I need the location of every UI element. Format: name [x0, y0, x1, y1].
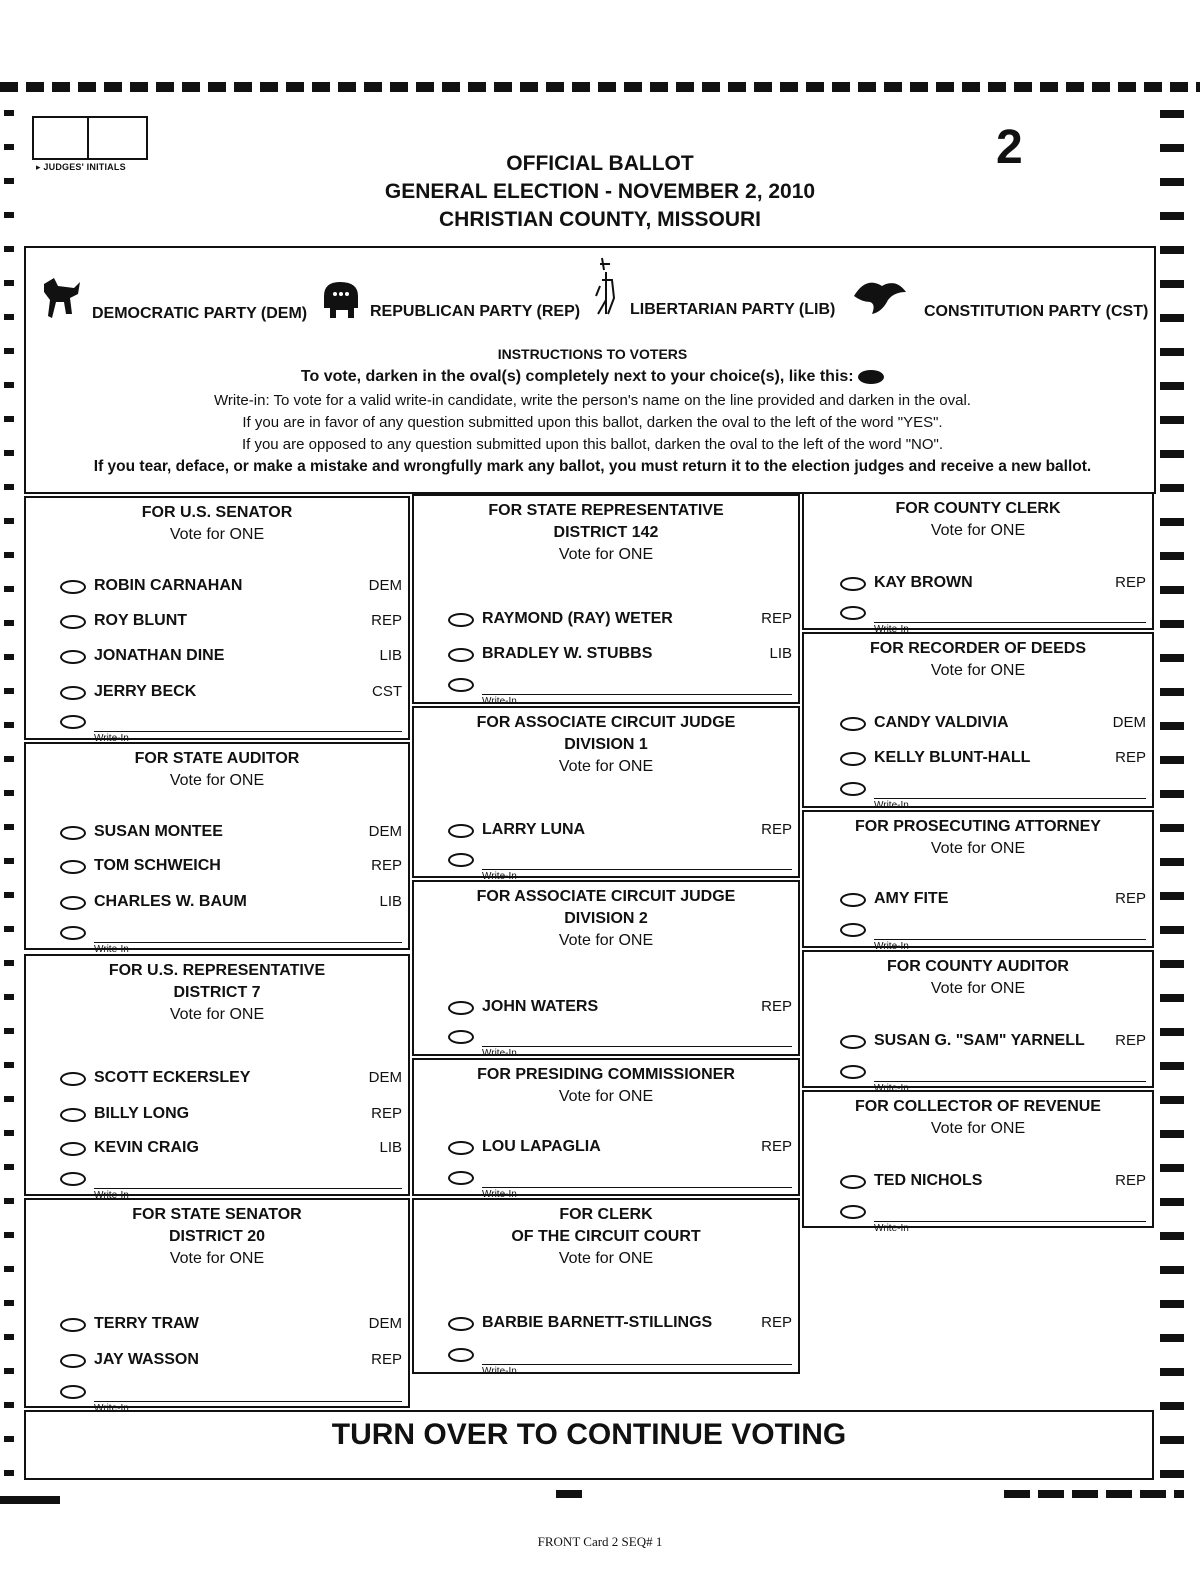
vote-for-instruction: Vote for ONE — [169, 1006, 265, 1023]
card-number: 2 — [996, 121, 1023, 174]
contest-county-auditor — [802, 950, 1154, 1094]
write-in-row[interactable] — [58, 1381, 402, 1414]
candidate-row[interactable] — [58, 646, 402, 670]
write-in-row[interactable] — [838, 1061, 1146, 1094]
write-in-line[interactable] — [482, 1364, 792, 1365]
vote-oval[interactable] — [60, 1108, 86, 1122]
instructions-line-1: To vote, darken in the oval(s) completely next to your choice(s), like this: — [30, 368, 1155, 386]
candidate-party: DEM — [368, 1069, 402, 1086]
write-in-row[interactable] — [58, 711, 402, 744]
write-in-oval[interactable] — [448, 1348, 474, 1362]
contest-title: FOR ASSOCIATE CIRCUIT JUDGE — [476, 888, 736, 905]
write-in-label: Write-In — [94, 944, 129, 955]
candidate-row[interactable] — [446, 997, 792, 1021]
vote-oval[interactable] — [60, 896, 86, 910]
write-in-oval[interactable] — [840, 923, 866, 937]
write-in-oval[interactable] — [840, 1205, 866, 1219]
contest-title: OF THE CIRCUIT COURT — [511, 1228, 701, 1245]
candidate-name: RAYMOND (RAY) WETER — [482, 610, 673, 627]
candidate-row[interactable] — [58, 682, 402, 706]
candidate-row[interactable] — [838, 573, 1146, 597]
candidate-party: REP — [761, 998, 792, 1015]
write-in-line[interactable] — [874, 1081, 1146, 1082]
contest-state-senator — [24, 1198, 410, 1414]
write-in-label: Write-In — [874, 1083, 909, 1094]
filled-oval-example-icon — [858, 370, 884, 384]
write-in-label: Write-In — [94, 733, 129, 744]
candidate-party: REP — [761, 1138, 792, 1155]
contest-title: DISTRICT 142 — [553, 524, 659, 541]
vote-oval[interactable] — [448, 613, 474, 627]
vote-oval[interactable] — [448, 648, 474, 662]
contest-title: FOR STATE AUDITOR — [134, 750, 300, 767]
candidate-party: DEM — [1112, 714, 1146, 731]
candidate-party: REP — [761, 1314, 792, 1331]
candidate-row[interactable] — [446, 644, 792, 668]
contest-title: FOR COLLECTOR OF REVENUE — [855, 1098, 1101, 1115]
instructions-title: INSTRUCTIONS TO VOTERS — [497, 346, 688, 362]
vote-for-instruction: Vote for ONE — [169, 1250, 265, 1267]
vote-oval[interactable] — [60, 860, 86, 874]
candidate-party: REP — [371, 857, 402, 874]
candidate-name: SUSAN G. "SAM" YARNELL — [874, 1032, 1085, 1049]
candidate-name: JAY WASSON — [94, 1351, 199, 1368]
timing-marks-right — [1160, 110, 1184, 1490]
write-in-label: Write-In — [94, 1190, 129, 1201]
candidate-row[interactable] — [838, 1031, 1146, 1055]
timing-mark-bottom-center — [556, 1490, 582, 1498]
write-in-label: Write-In — [482, 871, 517, 882]
vote-oval[interactable] — [60, 826, 86, 840]
vote-oval[interactable] — [840, 1175, 866, 1189]
candidate-party: REP — [761, 610, 792, 627]
candidate-party: DEM — [368, 1315, 402, 1332]
timing-marks-bottom-right — [1004, 1490, 1184, 1498]
candidate-row[interactable] — [446, 1313, 792, 1337]
statue-of-liberty-icon — [594, 256, 622, 321]
write-in-oval[interactable] — [60, 1172, 86, 1186]
contest-title: FOR U.S. SENATOR — [141, 504, 293, 521]
candidate-row[interactable] — [58, 856, 402, 880]
candidate-name: SCOTT ECKERSLEY — [94, 1069, 251, 1086]
elephant-icon — [320, 278, 362, 323]
contest-title: FOR RECORDER OF DEEDS — [869, 640, 1086, 657]
footer-sequence: FRONT Card 2 SEQ# 1 — [537, 1534, 663, 1549]
vote-oval[interactable] — [448, 1317, 474, 1331]
candidate-party: REP — [1115, 1032, 1146, 1049]
write-in-line[interactable] — [94, 1401, 402, 1402]
candidate-party: LIB — [379, 893, 402, 910]
party-democratic: DEMOCRATIC PARTY (DEM) — [40, 274, 307, 325]
contest-title: DISTRICT 20 — [168, 1228, 265, 1245]
write-in-label: Write-In — [874, 624, 909, 635]
write-in-oval[interactable] — [448, 1030, 474, 1044]
write-in-row[interactable] — [58, 1168, 402, 1201]
candidate-name: ROY BLUNT — [94, 612, 188, 629]
contest-us-representative — [24, 954, 410, 1201]
timing-mark-bottom-left — [0, 1496, 60, 1504]
candidate-name: SUSAN MONTEE — [94, 823, 223, 840]
write-in-line[interactable] — [874, 939, 1146, 940]
write-in-oval[interactable] — [60, 926, 86, 940]
election-title: GENERAL ELECTION - NOVEMBER 2, 2010 — [384, 180, 816, 203]
instructions-line-3: If you are in favor of any question submitted upon this ballot, darken the oval to the left of the word "YES". — [242, 414, 943, 431]
write-in-oval[interactable] — [840, 606, 866, 620]
candidate-party: LIB — [379, 1139, 402, 1156]
vote-oval[interactable] — [840, 752, 866, 766]
write-in-line[interactable] — [94, 942, 402, 943]
candidate-name: JOHN WATERS — [482, 998, 599, 1015]
write-in-line[interactable] — [874, 622, 1146, 623]
vote-for-instruction: Vote for ONE — [558, 758, 654, 775]
candidate-party: DEM — [368, 823, 402, 840]
write-in-oval[interactable] — [448, 853, 474, 867]
write-in-row[interactable] — [446, 849, 792, 882]
write-in-row[interactable] — [838, 1201, 1146, 1234]
timing-marks-top — [0, 82, 1200, 92]
contest-title: FOR COUNTY AUDITOR — [887, 958, 1069, 975]
candidate-name: KEVIN CRAIG — [94, 1139, 199, 1156]
write-in-oval[interactable] — [840, 1065, 866, 1079]
candidate-row[interactable] — [446, 1137, 792, 1161]
vote-for-instruction: Vote for ONE — [558, 1088, 654, 1105]
contest-title: FOR U.S. REPRESENTATIVE — [108, 962, 326, 979]
candidate-row[interactable] — [58, 822, 402, 846]
candidate-party: REP — [1115, 574, 1146, 591]
candidate-name: KELLY BLUNT-HALL — [874, 749, 1031, 766]
candidate-row[interactable] — [58, 1350, 402, 1374]
candidate-party: DEM — [368, 577, 402, 594]
write-in-line[interactable] — [482, 1046, 792, 1047]
vote-oval[interactable] — [60, 686, 86, 700]
candidate-party: REP — [371, 1351, 402, 1368]
vote-oval[interactable] — [840, 1035, 866, 1049]
write-in-row[interactable] — [446, 1344, 792, 1377]
write-in-row[interactable] — [446, 674, 792, 707]
vote-oval[interactable] — [448, 1141, 474, 1155]
vote-oval[interactable] — [60, 1354, 86, 1368]
eagle-icon — [852, 272, 908, 323]
candidate-name: KAY BROWN — [874, 574, 973, 591]
candidate-name: CHARLES W. BAUM — [94, 893, 247, 910]
candidate-name: BILLY LONG — [94, 1105, 190, 1122]
vote-oval[interactable] — [448, 824, 474, 838]
candidate-row[interactable] — [838, 889, 1146, 913]
candidate-party: REP — [371, 1105, 402, 1122]
candidate-row[interactable] — [58, 892, 402, 916]
candidate-name: BARBIE BARNETT-STILLINGS — [482, 1314, 713, 1331]
vote-for-instruction: Vote for ONE — [930, 840, 1026, 857]
vote-for-instruction: Vote for ONE — [558, 932, 654, 949]
candidate-row[interactable] — [838, 1171, 1146, 1195]
write-in-oval[interactable] — [448, 1171, 474, 1185]
candidate-party: REP — [1115, 890, 1146, 907]
write-in-oval[interactable] — [448, 678, 474, 692]
write-in-line[interactable] — [94, 731, 402, 732]
contest-circuit-clerk — [412, 1198, 800, 1377]
candidate-name: JERRY BECK — [94, 683, 197, 700]
vote-for-instruction: Vote for ONE — [169, 526, 265, 543]
write-in-oval[interactable] — [840, 782, 866, 796]
write-in-label: Write-In — [874, 1223, 909, 1234]
candidate-row[interactable] — [838, 748, 1146, 772]
contest-title: FOR PRESIDING COMMISSIONER — [477, 1066, 735, 1083]
candidate-party: LIB — [379, 647, 402, 664]
party-republican: REPUBLICAN PARTY (REP) — [320, 278, 580, 323]
contest-title: FOR COUNTY CLERK — [895, 500, 1061, 517]
write-in-label: Write-In — [482, 1189, 517, 1200]
write-in-label: Write-In — [482, 1048, 517, 1059]
vote-for-instruction: Vote for ONE — [169, 772, 265, 789]
candidate-name: TED NICHOLS — [874, 1172, 983, 1189]
contest-title: FOR STATE SENATOR — [132, 1206, 302, 1223]
county-title: CHRISTIAN COUNTY, MISSOURI — [438, 208, 761, 231]
candidate-row[interactable] — [58, 1314, 402, 1338]
candidate-row[interactable] — [446, 820, 792, 844]
vote-oval[interactable] — [448, 1001, 474, 1015]
vote-oval[interactable] — [840, 893, 866, 907]
judges-initials-box[interactable] — [32, 116, 148, 160]
contest-title: DISTRICT 7 — [173, 984, 261, 1001]
instructions-line-5: If you tear, deface, or make a mistake and wrongfully mark any ballot, you must return it to the election judges and receive a new ballot. — [93, 458, 1092, 475]
vote-oval[interactable] — [840, 717, 866, 731]
candidate-name: LARRY LUNA — [482, 821, 586, 838]
contest-county-clerk — [802, 492, 1154, 635]
candidate-party: REP — [371, 612, 402, 629]
write-in-row[interactable] — [446, 1026, 792, 1059]
candidate-name: AMY FITE — [874, 890, 949, 907]
contest-presiding-commissioner — [412, 1058, 800, 1200]
write-in-label: Write-In — [482, 696, 517, 707]
candidate-row[interactable] — [58, 576, 402, 600]
vote-oval[interactable] — [60, 1318, 86, 1332]
contest-title: DIVISION 1 — [564, 736, 648, 753]
candidate-name: CANDY VALDIVIA — [874, 714, 1009, 731]
candidate-party: LIB — [769, 645, 792, 662]
write-in-label: Write-In — [482, 1366, 517, 1377]
candidate-name: TERRY TRAW — [94, 1315, 199, 1332]
vote-oval[interactable] — [60, 580, 86, 594]
vote-for-instruction: Vote for ONE — [930, 522, 1026, 539]
candidate-row[interactable] — [58, 1104, 402, 1128]
contest-title: DIVISION 2 — [564, 910, 648, 927]
vote-oval[interactable] — [60, 1072, 86, 1086]
write-in-row[interactable] — [838, 778, 1146, 811]
write-in-line[interactable] — [94, 1188, 402, 1189]
write-in-row[interactable] — [446, 1167, 792, 1200]
party-constitution: CONSTITUTION PARTY (CST) — [852, 272, 1148, 323]
contest-title: FOR PROSECUTING ATTORNEY — [855, 818, 1101, 835]
contest-assoc-judge-2 — [412, 880, 800, 1059]
party-libertarian: LIBERTARIAN PARTY (LIB) — [594, 256, 835, 321]
write-in-label: Write-In — [874, 800, 909, 811]
write-in-label: Write-In — [94, 1403, 129, 1414]
candidate-name: TOM SCHWEICH — [94, 857, 221, 874]
contest-state-representative — [412, 494, 800, 707]
ballot-title: OFFICIAL BALLOT — [506, 152, 694, 175]
candidate-row[interactable] — [446, 609, 792, 633]
write-in-label: Write-In — [874, 941, 909, 952]
candidate-party: REP — [1115, 1172, 1146, 1189]
write-in-row[interactable] — [838, 602, 1146, 635]
contest-collector-of-revenue — [802, 1090, 1154, 1234]
candidate-name: JONATHAN DINE — [94, 647, 225, 664]
vote-oval[interactable] — [60, 1142, 86, 1156]
candidate-row[interactable] — [838, 713, 1146, 737]
write-in-oval[interactable] — [60, 1385, 86, 1399]
vote-for-instruction: Vote for ONE — [930, 662, 1026, 679]
candidate-party: REP — [1115, 749, 1146, 766]
vote-oval[interactable] — [60, 615, 86, 629]
candidate-name: LOU LAPAGLIA — [482, 1138, 601, 1155]
donkey-icon — [40, 274, 84, 325]
contest-prosecuting-attorney — [802, 810, 1154, 952]
vote-for-instruction: Vote for ONE — [558, 546, 654, 563]
contest-us-senator — [24, 496, 410, 744]
write-in-line[interactable] — [874, 798, 1146, 799]
vote-for-instruction: Vote for ONE — [930, 1120, 1026, 1137]
candidate-name: BRADLEY W. STUBBS — [482, 645, 653, 662]
vote-oval[interactable] — [60, 650, 86, 664]
timing-marks-left — [4, 110, 14, 1490]
contest-recorder-of-deeds — [802, 632, 1154, 811]
contest-state-auditor — [24, 742, 410, 955]
write-in-line[interactable] — [482, 869, 792, 870]
instructions-line-4: If you are opposed to any question submitted upon this ballot, darken the oval to the left of the word "NO". — [241, 436, 944, 453]
candidate-name: ROBIN CARNAHAN — [94, 577, 243, 594]
candidate-row[interactable] — [58, 1068, 402, 1092]
vote-oval[interactable] — [840, 577, 866, 591]
candidate-row[interactable] — [58, 611, 402, 635]
vote-for-instruction: Vote for ONE — [558, 1250, 654, 1267]
contest-title: FOR STATE REPRESENTATIVE — [488, 502, 724, 519]
contest-title: FOR CLERK — [559, 1206, 653, 1223]
judges-initials-label: ▸ JUDGES' INITIALS — [36, 162, 126, 172]
write-in-row[interactable] — [58, 922, 402, 955]
candidate-party: CST — [372, 683, 402, 700]
vote-for-instruction: Vote for ONE — [930, 980, 1026, 997]
write-in-oval[interactable] — [60, 715, 86, 729]
write-in-line[interactable] — [482, 1187, 792, 1188]
instructions-line-2: Write-in: To vote for a valid write-in candidate, write the person's name on the line provided and darken in the oval. — [214, 392, 971, 409]
contest-title: FOR ASSOCIATE CIRCUIT JUDGE — [476, 714, 736, 731]
write-in-line[interactable] — [482, 694, 792, 695]
candidate-party: REP — [761, 821, 792, 838]
write-in-line[interactable] — [874, 1221, 1146, 1222]
turn-over-banner: TURN OVER TO CONTINUE VOTING — [24, 1410, 1154, 1480]
candidate-row[interactable] — [58, 1138, 402, 1162]
write-in-row[interactable] — [838, 919, 1146, 952]
contest-assoc-judge-1 — [412, 706, 800, 882]
